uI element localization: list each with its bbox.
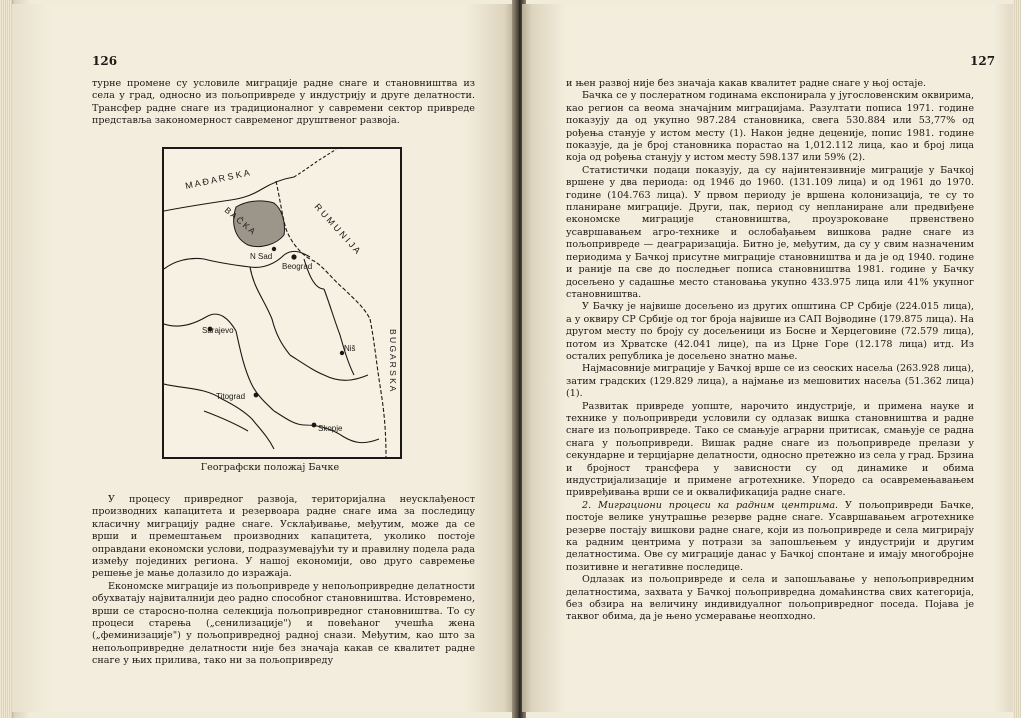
paragraph: Економске миграције из пољопривреде у непољопривредне делатности обухватају највиталнији део радно способног становништва. Истовремено, врши се старосно-полна селекција пољопривредног становништва. То су процеси старења („сенилизације") и повећаног учешћа жена („феминизације") у пољопривредној радној снази. Међутим, као што за непољопривредне делатности није без значаја какав се квалитет радне снаге у њих прилива, тако ни за пољопривреду xyxy=(92,580,475,667)
page-number: 127 xyxy=(970,54,996,68)
backa-location-map xyxy=(162,147,402,459)
label-romania: R U M U N I J A xyxy=(312,201,363,256)
label-beograd: Beograd xyxy=(282,262,313,271)
paragraph-text: У пољопривреди Бачке, постоје велике унутрашње резерве радне снаге. Усавршавањем агротехнике резерве постају вишкови радне снаге, који из пољопривреде и села мигрирају ка радним центрима у потрази за запошљењем у индустрији и другим делатностима. Ове су миграције данас у Бачкој спонтане и имају многобројне позитивне и негативне последице. xyxy=(566,499,974,573)
paragraph: Одлазак из пољопривреде и села и запошљавање у непољопривредним делатностима, захвата у Бачкој пољопривредна домаћинства свих категорија, без обзира на величину индивидуалног пољопривредног поседа. Појава је таквог обима, да је њено усмеравање неопходно. xyxy=(566,574,974,623)
right-page xyxy=(522,4,1013,712)
titograd-dot xyxy=(254,393,259,398)
paragraph: У процесу привредног развоја, територијална неусклађеност производних капацитета и резервоара радне снаге има за последицу класичну миграцију радне снаге. Усклађивање, међутим, може да се врши и премештањем производних капацитета, уколико постоје оправдани економски услови, подразумевајући ту и правилну подела рада између појединих региона. У нашој економији, ово друго савремење решење је мање долазило до изражаја. xyxy=(92,494,475,580)
label-backa: B A Č K A xyxy=(222,204,258,237)
paragraph: Бачка се у послератном годинама експонирала у југословенским оквирима, као регион са веома значајним миграцијама. Разултати пописа 1971. године показују да од укупно 987.284 становника, свега 530.884 или 53,77% од рођења станује у истом месту (1). Након једне деценије, попис 1981. године показује, да је број становника порастао на 1,012.112 лица, као и број лица која од рођења станују у истом месту 598.137 или 59% (2). xyxy=(566,90,974,164)
skopje-dot xyxy=(312,423,317,428)
label-sarajevo: Sarajevo xyxy=(202,326,234,335)
border-line-srb xyxy=(290,355,368,380)
drina-line xyxy=(250,267,290,355)
paragraph-section-2 xyxy=(566,500,974,574)
label-magyar: M A Đ A R S K A xyxy=(184,167,251,191)
page-edges-left xyxy=(0,0,12,718)
paragraph: У Бачку је највише досељено из других општина СР Србије (224.015 лица), а у оквиру СР Србије од тог броја највише из САП Војводине (179.875 лица). На другом месту по броју су досељеници из Босне и Херцеговине (72.579 лица), потом из Хрватске (42.041 лице), па из Црне Горе (12.178 лица) итд. Из осталих република је досељено знатно мање. xyxy=(566,301,974,362)
novi-sad-dot xyxy=(272,247,276,251)
map-caption: Географски положај Бачке xyxy=(200,462,340,473)
page-number: 126 xyxy=(92,54,118,68)
bulgaria-border xyxy=(370,319,386,457)
paragraph: и њен развој није без значаја какав квалитет радне снаге у њој остаје. xyxy=(566,78,927,89)
left-body-text xyxy=(92,494,475,668)
romania-border-north xyxy=(294,149,336,177)
paragraph: Развитак привреде уопште, нарочито индустрије, и примена науке и технике у пољопривреди условили су одлазак вишка становништва и радне снаге из пољопривреде. Тако се смањује аграрни притисак, смањује се радна снага у пољопривреди. Вишак радне снаге из пољопривреде прелази у секундарне и терцијарне делатности, односно претежно из села у град. Брзина и бројност трансфера у зависности су од динамике и обима индустријализације и примене агротехнике. Упоредо са осавремењавањем привређивања врши се и оквалификација радне снаге. xyxy=(566,400,974,499)
label-novi-sad: N Sad xyxy=(250,252,273,261)
beograd-dot xyxy=(291,254,296,259)
map-svg xyxy=(164,149,400,457)
morava-line xyxy=(324,289,354,375)
paragraph: Најмасовније миграције у Бачкој врше се из сеоских насеља (263.928 лица), затим градских (129.829 лица), а најмање из мешовитих насеља (51.362 лица) (1). xyxy=(566,363,974,400)
label-nis: Niš xyxy=(344,344,356,353)
danube-line xyxy=(284,251,310,257)
right-body-text xyxy=(566,78,974,624)
border-line-al xyxy=(204,411,248,431)
paragraph: турне промене су условиле миграције радне снаге и становништва из села у град, односно из пољопривреде у индустрију и друге делатности. Трансфер радне снаге из традиционалног у савремени сектор привреде представља закономерност савременог друштвеног развоја. xyxy=(92,78,475,127)
page-edges-right xyxy=(1013,0,1021,718)
label-skopje: Skopje xyxy=(318,424,343,433)
left-page xyxy=(12,4,515,712)
section-heading: 2. Миграциони процеси ка радним центрима. xyxy=(582,499,839,511)
label-bulgaria: B U G A R S K A xyxy=(388,329,398,392)
label-titograd: Titograd xyxy=(216,392,246,401)
paragraph: Статистички подаци показују, да су најинтензивније миграције у Бачкој вршене у два периода: од 1946 до 1960. (131.109 лица) и од 1961 до 1970. године (104.763 лица). У првом периоду је вршена колонизација, те су то планиране миграције. Други, пак, период су непланиране али предвиђене економске миграције становништва, проузроковане првенствено усавршавањем агро-технике и ослобађањем вишкова радне снаге из пољопривреде — деаграризација. Битно је, међутим, да су у свим назначеним периодима у Бачкој присутне миграције становништва и да је од 1940. године и раније па све до последњег пописа становништва 1981. године у Бачку досељено у садашње место становања укупно 433.975 лица или 41% укупног становништва. xyxy=(566,164,974,300)
intro-paragraph xyxy=(92,78,475,128)
